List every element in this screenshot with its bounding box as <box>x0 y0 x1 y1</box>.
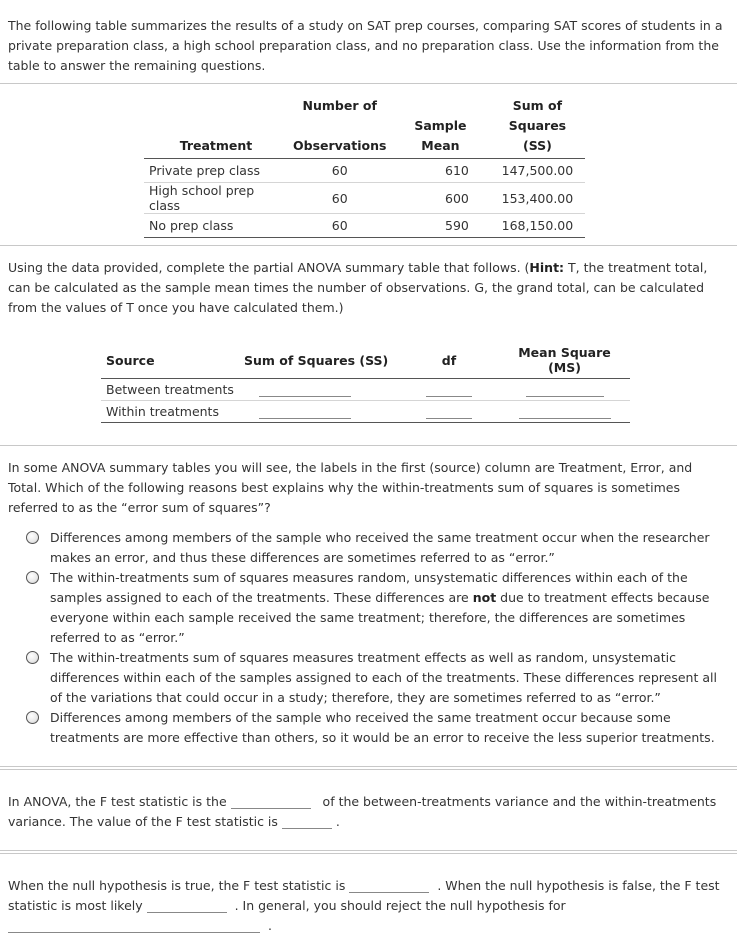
treatment-cell: High school prep class <box>144 183 288 214</box>
treatment-cell: Private prep class <box>144 159 288 183</box>
anova-summary-table <box>101 345 630 423</box>
intro-text: The following table summarizes the results of a study on SAT prep courses, comparing SAT scores of students in a private preparation class, a high school preparation class, and no preparation class. Use the information from the table to answer the remaining questions. <box>8 18 723 73</box>
ftest-ratio-dropdown[interactable] <box>231 794 311 809</box>
n-cell: 60 <box>288 159 391 183</box>
null-false-dropdown[interactable] <box>147 898 227 913</box>
radio-button[interactable] <box>26 711 39 724</box>
radio-button[interactable] <box>26 571 39 584</box>
table-row <box>101 379 630 401</box>
df-within-input[interactable] <box>426 406 472 419</box>
ss-cell: 147,500.00 <box>489 159 585 183</box>
table-row <box>144 159 585 183</box>
instructions-part: T, the treatment total, can be calculated as the sample mean times the number of observations. G, the grand total, can be calculated from the values of T once you have calculated them.) <box>8 260 708 315</box>
ftest-part: . <box>335 814 340 829</box>
option-b[interactable] <box>26 568 725 648</box>
divider <box>0 245 737 246</box>
instructions-part: Using the data provided, complete the partial ANOVA summary table that follows. ( <box>8 260 530 275</box>
n-cell: 60 <box>288 214 391 238</box>
option-emphasis: not <box>472 590 497 605</box>
ms-between-input[interactable] <box>526 384 604 397</box>
df-between-input[interactable] <box>426 384 472 397</box>
n-cell: 60 <box>288 183 391 214</box>
source-header: Source <box>101 345 239 379</box>
table-row <box>144 214 585 238</box>
ss-within-input[interactable] <box>259 406 351 419</box>
ss-header-line1: Sum of <box>512 98 563 113</box>
option-a-label: Differences among members of the sample who received the same treatment occur when the researcher makes an error, and thus these differences are sometimes referred to as “error.” <box>50 530 710 565</box>
ftest-part: of the between-treatments variance and the within-treatments variance. The value of the F test statistic is <box>8 794 717 829</box>
ms-within-input[interactable] <box>519 406 611 419</box>
null-part: . <box>267 918 272 933</box>
option-c-label: The within-treatments sum of squares measures treatment effects as well as random, unsystematic differences within each of the samples assigned to each of the treatments. These differences represent all of the variations that could occur in a study; therefore, they are sometimes referred to as “error.” <box>50 650 717 705</box>
null-part: . When the null hypothesis is false, the F test statistic is most likely <box>8 878 720 913</box>
source-cell: Between treatments <box>101 379 239 401</box>
mean-cell: 610 <box>391 159 489 183</box>
sat-data-table <box>144 96 585 238</box>
table-row <box>101 401 630 423</box>
divider <box>0 766 737 770</box>
source-cell: Within treatments <box>101 401 239 423</box>
ftest-text <box>8 792 725 832</box>
radio-button[interactable] <box>26 531 39 544</box>
ss-cell: 168,150.00 <box>489 214 585 238</box>
radio-button[interactable] <box>26 651 39 664</box>
divider <box>0 83 737 84</box>
ss-between-input[interactable] <box>259 384 351 397</box>
option-c[interactable] <box>26 648 725 708</box>
ss-header: Sum of Squares (SS) <box>239 345 399 379</box>
divider <box>0 850 737 854</box>
null-hypothesis-text <box>8 876 725 936</box>
ss-header-line2: Squares (SS) <box>489 116 585 159</box>
ftest-part: In ANOVA, the F test statistic is the <box>8 794 227 809</box>
ms-header: Mean Square (MS) <box>499 345 630 379</box>
null-part: . In general, you should reject the null hypothesis for <box>234 898 566 913</box>
obs-header-line1: Number of <box>302 98 377 113</box>
option-text: due to treatment effects because everyone within each sample received the same treatment; therefore, the differences are sometimes referred to as “error.” <box>50 590 710 645</box>
reject-dropdown[interactable] <box>8 918 260 933</box>
ss-cell: 153,400.00 <box>489 183 585 214</box>
ftest-value-input[interactable] <box>282 814 332 829</box>
table-row <box>144 183 585 214</box>
mean-header: Sample Mean <box>391 116 489 159</box>
df-header: df <box>399 345 499 379</box>
option-text: The within-treatments sum of squares measures random, unsystematic differences within each of the samples assigned to each of the treatments. These differences are <box>50 570 688 605</box>
option-d[interactable] <box>26 708 725 748</box>
divider <box>0 445 737 446</box>
anova-instructions <box>8 258 725 318</box>
hint-label: Hint: <box>529 260 565 275</box>
option-d-label: Differences among members of the sample who received the same treatment occur because some treatments are more effective than others, so it would be an error to receive the less superior treatments. <box>50 710 715 745</box>
mean-cell: 590 <box>391 214 489 238</box>
option-a[interactable] <box>26 528 725 568</box>
null-true-dropdown[interactable] <box>349 878 429 893</box>
mean-cell: 600 <box>391 183 489 214</box>
question-text: In some ANOVA summary tables you will see, the labels in the first (source) column are Treatment, Error, and Total. Which of the following reasons best explains why the within-treatments sum of squares is sometimes referred to as the “error sum of squares”? <box>8 460 693 515</box>
treatment-cell: No prep class <box>144 214 288 238</box>
option-b-label <box>50 568 725 648</box>
null-part: When the null hypothesis is true, the F test statistic is <box>8 878 346 893</box>
obs-header-line2: Observations <box>288 116 391 159</box>
treatment-header: Treatment <box>144 116 288 159</box>
